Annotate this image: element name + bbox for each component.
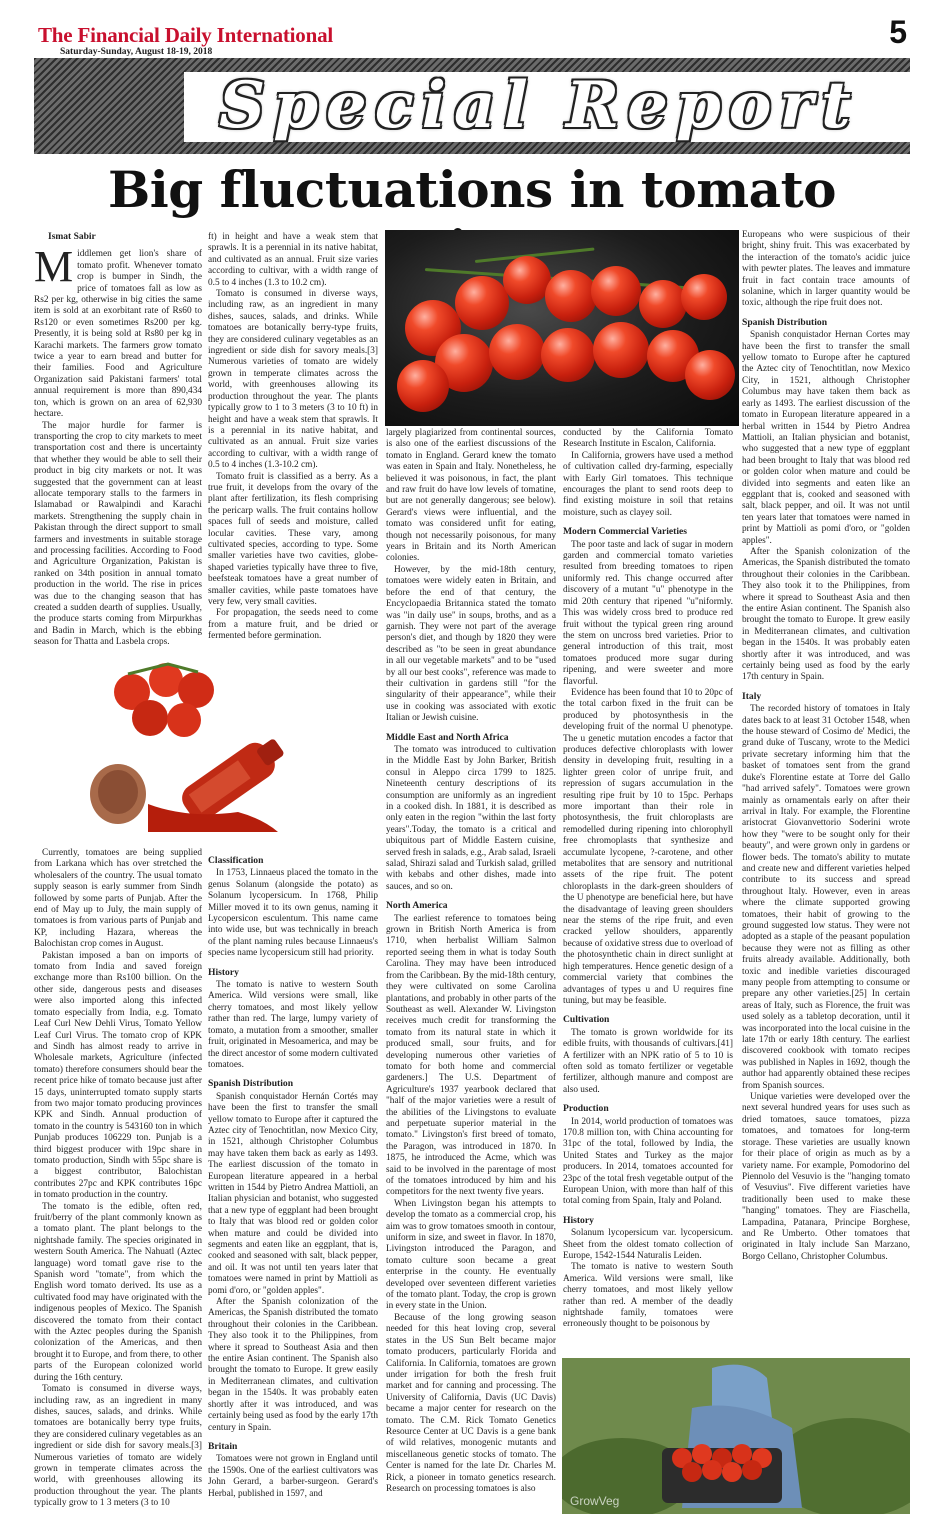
paragraph: Tomatoes were not grown in England until the 1590s. One of the earliest cultivators was John Gerard, a barber-surgeon. Gerard's Herbal, published in 1597, and [208, 1454, 378, 1499]
article-column-3 [386, 428, 556, 1518]
tomato [639, 280, 687, 328]
photo-watermark: GrowVeg [570, 1494, 620, 1508]
issue-date: Saturday-Sunday, August 18-19, 2018 [60, 47, 213, 57]
paragraph: ft) in height and have a weak stem that sprawls. It is a perennial in its native habitat, and cultivated as an annual. Fruit size varies according to cultivar, with a width range of 0.5 to 4 inches (1.3 to 10.2 cm). [208, 232, 378, 288]
paragraph: The tomato is the edible, often red, fruit/berry of the plant commonly known as a tomato plant. The plant belongs to the nightshade family. The species originated in western South America. The Nahuatl (Aztec language) word tomatl gave rise to the Spanish word "tomate", from which the English word tomato derived. Its use as a cultivated food may have originated with the indigenous peoples of Mexico. The Spanish discovered the tomato from their contact with the Aztec peoples during the Spanish colonization of the Americas, and then brought it to Europe, and from there, to other parts of the European colonized world during the 16th century. [34, 1201, 202, 1383]
section-heading: Production [563, 1103, 609, 1115]
tomato [503, 256, 551, 304]
tomato-harvest-photo [562, 1358, 910, 1514]
drop-cap: M [34, 242, 74, 292]
paragraph: Tomato fruit is classified as a berry. As a true fruit, it develops from the ovary of the plant after fertilization, its flesh comprising the pericarp walls. The fruit contains hollow spaces full of seeds and moisture, called locular cavities. These vary, among cultivated species, according to type. Some smaller varieties have two cavities, globe-shaped varieties typically have three to five, beefsteak tomatoes have a great number of smaller cavities, while paste tomatoes have very few, very small cavities. [208, 471, 378, 607]
article-column-1 [34, 232, 202, 652]
headline: Big fluctuations in tomato [107, 160, 837, 219]
paragraph: conducted by the California Tomato Research Institute in Escalon, California. [563, 428, 733, 450]
paragraph: The tomato was introduced to cultivation in the Middle East by John Barker, British consul in Aleppo circa 1799 to 1825. Nineteenth century descriptions of its consumption are uniformly as an ingredient in a cooked dish. In 1881, it is described as only eaten in the region "within the last forty years".Today, the tomato is a critical and ubiquitous part of Middle Eastern cuisine, served fresh in salads, e.g., Arab salad, Israeli salad, Shirazi salad and Turkish salad, grilled with kebabs and other dishes, made into sauces, and so on. [386, 744, 556, 892]
tomato [545, 270, 597, 322]
tomato-cluster [114, 663, 214, 737]
paragraph: iddlemen get lion's share of tomato profit. Whenever tomato crop is bumper in Sindh, the price of tomatoes fall as low as Rs2 per kg, otherwise in big cities the same item is sold at an exorbitant rate of Rs60 to Rs120 or even sometimes Rs200 per kg. Presently, it is being sold at Rs80 per kg in Karachi markets. The farmers grow tomato twice a year to earn bread and butter for their families. Food and Agriculture Organization said Pakistani farmers' total annual requirement is more than 890,434 ton, which is grown on an area of 62,930 hectare. [34, 249, 202, 420]
paragraph: Europeans who were suspicious of their bright, shiny fruit. This was exacerbated by the interaction of the tomato's acidic juice with pewter plates. The leaves and immature fruit in fact contain trace amounts of solanine, which in larger quantity would be toxic, although the ripe fruit does not. [742, 230, 910, 309]
tomato [681, 274, 727, 320]
paragraph: Pakistan imposed a ban on imports of tomato from India and saved foreign exchange more than Rs100 billion. On the other side, dangerous pests and diseases were also imported along this infected tomato especially from India, e.g. Tomato Leaf Curl New Dehli Virus, Tomato Yellow Leaf Curl Virus. The tomato crop of KPK and Sindh has almost ready to arrive in Wholesale markets, Agriculture (infected tomato) therefore consumers should bear the recent price hike of tomato because just after 15 days, uninterrupted tomato supply starts from two major tomato producing provinces KPK and Sindh. Annual production of tomato in the country is 543160 ton in which Punjab produces 106229 ton. Punjab is a third biggest producer with 19pc share in tomato production, Sindh with 55pc share is a biggest contributor, Balochistan contributes 27pc and KPK contributes 16pc in tomato production in the country. [34, 950, 202, 1201]
article-column-2 [208, 232, 378, 650]
banner-title: Special Report [219, 68, 859, 143]
paragraph: In 1753, Linnaeus placed the tomato in the genus Solanum (alongside the potato) as Solanum lycopersicum. In 1768, Philip Miller moved it to its own genus, naming it Lycopersicon esculentum. This name came into wide use, but was technically in breach of the plant naming rules because Linnaeus's species name lycopersicum still had priority. [208, 868, 378, 959]
paragraph: The recorded history of tomatoes in Italy dates back to at least 31 October 1548, when the house steward of Cosimo de' Medici, the grand duke of Tuscany, wrote to the Medici private secretary informing him that the basket of tomatoes sent from the grand duke's Florentine estate at Torre del Gallo "had arrived safely". Tomatoes were grown mainly as ornamentals early on after their arrival in Italy. For example, the Florentine aristocrat Giovanvettorio Soderini wrote how they "were to be sought only for their beauty", and were grown only in gardens or flower beds. The tomato's ability to mutate and create new and different varieties helped contribute to its success and spread throughout Italy. However, even in areas where the climate supported growing tomatoes, their habit of growing to the ground suggested low status. They were not adopted as a staple of the peasant population because they were not as filling as other fruits already available. Additionally, both toxic and inedible varieties discouraged many people from attempting to consume or prepare any other varieties.[25] In certain areas of Italy, such as Florence, the fruit was used solely as a tabletop decoration, until it was incorporated into the local cuisine in the late 17th or early 18th century. The earliest discovered cookbook with tomato recipes was published in Naples in 1692, though the author had apparently obtained these recipes from Spanish sources. [742, 704, 910, 1091]
spoon-bowl [98, 770, 138, 814]
paragraph: After the Spanish colonization of the Americas, the Spanish distributed the tomato throughout their colonies in the Caribbean. They also took it to the Philippines, from where it spread to Southeast Asia and then the entire Asian continent. The Spanish also brought the tomato to Europe. It grew easily in Mediterranean climates, and cultivation began in the 1540s. It was probably eaten shortly after it was introduced, and was certainly being used as food by the early 17th century in Spain. [208, 1297, 378, 1433]
tomato [489, 324, 545, 380]
section-heading: Italy [742, 690, 762, 702]
paragraph: The major hurdle for farmer is transporting the crop to city markets to meet transportation cost and there is uncertainty that whether they would be able to sell their product in big city markets or not. It was suggested that the government can at least allocate temporary stalls to the farmers in Islamabad or Rawalpindi and Karachi markets. Strengthening the supply chain in Pakistan through the direct support to small farmers and investments in suitable storage and processing facilities. According to Food and Agriculture Organization, Pakistan is ranked on 34th position in annual tomato production in the world. The rise in prices was due to the changing season that has created a sudden dearth of supplies. Usually, the produce starts coming from Mirpurkhas and Badin in March, which is the ebbing season for Thatta and Lasbela crops. [34, 420, 202, 648]
tomatoes-on-vine-photo [385, 230, 739, 426]
paragraph: The tomato is native to western South America. Wild versions were small, like cherry tomatoes, and most likely yellow rather than red. A member of the deadly nightshade family, tomatoes were erroneously thought to be poisonous by [563, 1262, 733, 1330]
paragraph: In 2014, world production of tomatoes was 170.8 million ton, with China accounting for 31pc of the total, followed by India, the United States and Turkey as the major producers. In 2014, tomatoes accounted for 23pc of the total fresh vegetable output of the European Union, with more than half of this total coming from Spain, Italy and Poland. [563, 1116, 733, 1207]
tomato [455, 276, 509, 330]
paragraph: Spanish conquistador Hernan Cortes may have been the first to transfer the small yellow tomato to Europe after he captured the Aztec city of Tenochtitlan, now Mexico City, in 1521, although Christopher Columbus may have taken them back as early as 1493. The earliest discussion of the tomato in European literature appeared in a herbal written in 1544 by Pietro Andrea Mattioli, an Italian physician and botanist, who suggested that a new type of eggplant had been brought to Italy that was blood red or golden color when mature and could be divided into segments and eaten like an eggplant that is, cooked and seasoned with salt, black pepper, and oil. It was not until ten years later that tomatoes were named in print by Mattioli as pomi d'oro, or "golden apples". [742, 330, 910, 546]
ketchup-bottle [177, 730, 291, 825]
harvest-illustration [562, 1358, 910, 1514]
section-heading: Middle East and North Africa [386, 731, 509, 743]
paragraph: When Livingston began his attempts to develop the tomato as a commercial crop, his aim was to grow tomatoes smooth in contour, uniform in size, and sweet in flavor. In 1870, Livingston introduced the Paragon, and tomato culture soon became a great enterprise in the county. He eventually developed over seventeen different varieties of the tomato plant. Today, the crop is grown in every state in the Union. [386, 1198, 556, 1312]
paragraph: largely plagiarized from continental sources, is also one of the earliest discussions of the tomato in England. Gerard knew the tomato was eaten in Spain and Italy. Nonetheless, he believed it was poisonous, in fact, the plant and raw fruit do have low levels of tomatine, but are not generally dangerous; see below). Gerard's views were influential, and the tomato was considered unfit for eating, though not necessarily poisonous, for many years in Britain and its North American colonies. [386, 428, 556, 564]
special-report-banner [34, 58, 910, 154]
paragraph: Tomato is consumed in diverse ways, including raw, as an ingredient in many dishes, sauces, salads, and drinks. While tomatoes are botanically berry type fruits, they are considered culinary vegetables as an ingredient or side dish for savory meals.[3] Numerous varieties of tomato are widely grown in temperate climates across the world, with greenhouses allowing its production throughout the year. The plants typically grow to 1 3 meters (3 to 10 [34, 1384, 202, 1509]
tomato [593, 322, 649, 378]
section-heading: History [208, 966, 239, 978]
paragraph: The tomato is grown worldwide for its edible fruits, with thousands of cultivars.[41] A fertilizer with an NPK ratio of 5 to 10 is often sold as tomato fertilizer or vegetable fertilizer, although manure and compost are also used. [563, 1027, 733, 1095]
article-column-1-continued [34, 848, 202, 1518]
paragraph: The earliest reference to tomatoes being grown in British North America is from 1710, when herbalist William Salmon reported seeing them in what is today South Carolina. They may have been introduced from the Caribbean. By the mid-18th century, they were cultivated on some Carolina plantations, and probably in other parts of the Southeast as well. Alexander W. Livingston receives much credit for transforming the tomato from its natural state in which it produced small, sour fruits, and for developing numerous other varieties of tomato for both home and commercial gardeners.] The U.S. Department of Agriculture's 1937 yearbook declared that "half of the major varieties were a result of the abilities of the Livingstons to evaluate and perpetuate superior material in the tomato." Livingston's first breed of tomato, the Paragon, was introduced in 1870. In 1875, he introduced the Acme, which was said to be involved in the parentage of most of the tomatoes introduced by him and his competitors for the next twenty five years. [386, 913, 556, 1198]
paragraph: Because of the long growing season needed for this heat loving crop, several states in the US Sun Belt became major tomato producers, particularly Florida and California. In California, tomatoes are grown under irrigation for both the fresh fruit market and for canning and processing. The University of California, Davis (UC Davis) became a major center for research on the tomato. The C.M. Rick Tomato Genetics Resource Center at UC Davis is a gene bank of wild relatives, monogenic mutants and miscellaneous genetic stocks of tomato. The Center is named for the late Dr. Charles M. Rick, a pioneer in tomato genetics research. Research on processing tomatoes is also [386, 1312, 556, 1494]
section-heading: Classification [208, 855, 264, 866]
masthead [38, 24, 438, 59]
article-column-4 [563, 428, 733, 1353]
ketchup-tomato-photo [88, 654, 298, 840]
paragraph: For propagation, the seeds need to come from a mature fruit, and be dried or fermented before germination. [208, 608, 378, 642]
section-heading: Britain [208, 1440, 238, 1452]
section-heading: Spanish Distribution [742, 316, 828, 328]
paragraph: The poor taste and lack of sugar in modern garden and commercial tomato varieties resulted from breeding tomatoes to ripen uniformly red. This change occurred after discovery of a mutant "u" phenotype in the mid 20th century that ripened "u"niformly. This was widely cross bred to produce red fruit without the typical green ring around the stem on uncross bred varieties. Prior to general introduction of this trait, most tomatoes produced more sugar during ripening, and were sweeter and more flavorful. [563, 539, 733, 687]
paragraph: In California, growers have used a method of cultivation called dry-farming, especially with Early Girl tomatoes. This technique encourages the plant to send roots deep to find existing moisture in soil that retains moisture, such as clayey soil. [563, 450, 733, 518]
paragraph: After the Spanish colonization of the Americas, the Spanish distributed the tomato throughout their colonies in the Caribbean. They also took it to the Philippines, from where it spread to Southeast Asia and then the entire Asian continent. The Spanish also brought the tomato to Europe. It grew easily in Mediterranean climates, and cultivation began in the 1540s. It was probably eaten shortly after it was introduced, and was certainly being used as food by the early 17th century in Spain. [742, 546, 910, 683]
section-heading: Spanish Distribution [208, 1078, 294, 1090]
section-heading: History [563, 1214, 594, 1226]
paragraph: Spanish conquistador Hernán Cortés may have been the first to transfer the small yellow tomato to Europe after it captured the Aztec city of Tenochtitlan, now Mexico City, in 1521, although Christopher Columbus may have taken them back as early as 1493. The earliest discussion of the tomato in European literature appeared in a herbal written in 1544 by Pietro Andrea Mattioli, an Italian physician and botanist, who suggested that a new type of eggplant had been brought to Italy that was blood red or golden color when mature and could be divided into segments and eaten like an eggplant, that is, cooked and seasoned with salt, black pepper, and oil. It was not until ten years later that tomatoes were named in print by Mattioli as pomi d'oro, or "golden apples". [208, 1091, 378, 1296]
section-heading: North America [386, 900, 448, 912]
ketchup-illustration [88, 654, 298, 840]
paper-name: The Financial Daily International [38, 23, 334, 47]
byline: Ismat Sabir [48, 232, 96, 242]
page-number: 5 [889, 14, 907, 50]
section-heading: Cultivation [563, 1014, 610, 1026]
paragraph: The tomato is native to western South America. Wild versions were small, like cherry tomatoes, and most likely yellow rather than red. The large, lumpy variety of tomato, a mutation from a smoother, smaller fruit, originated in Mesoamerica, and may be the direct ancestor of some modern cultivated tomatoes. [208, 980, 378, 1070]
paragraph: Tomato is consumed in diverse ways, including raw, as an ingredient in many dishes, sauces, salads, and drinks. While tomatoes are botanically berry-type fruits, they are considered culinary vegetables as an ingredient or side dish for savory meals.[3] Numerous varieties of tomato are widely grown in temperate climates across the world, with greenhouses allowing its production throughout the year. The plants typically grow to 1 to 3 meters (3 to 10 ft) in height and have a weak stem that sprawls. It is a perennial in its native habitat, and cultivated as an annual. Fruit size varies according to cultivar, with a width range of 0.5 to 4 inches (1.3-10.2 cm). [208, 289, 378, 471]
paragraph: Evidence has been found that 10 to 20pc of the total carbon fixed in the fruit can be produced by photosynthesis in the developing fruit of the normal U phenotype. The u genetic mutation encodes a factor that produces defective chloroplasts with lower density in developing fruit, resulting in a lighter green color of unripe fruit, and repression of sugars accumulation in the resulting ripe fruit by 10 to 15pc. Perhaps more important than their role in photosynthesis, the fruit chloroplasts are remodelled during ripening into chlorophyll free chromoplasts that synthesize and accumulate lycopene, ?-carotene, and other metabolites that are sensory and nutritional assets of the ripe fruit. The potent chloroplasts in the dark-green shoulders of the U phenotype are beneficial here, but have the disadvantage of leaving green shoulders near the stems of the ripe fruit, and even cracked yellow shoulders, apparently because of oxidative stress due to overload of the photosynthetic chain in direct sunlight at high temperatures. Hence genetic design of a commercial variety that combines the advantages of types u and U requires fine tuning, but may be feasible. [563, 687, 733, 1006]
section-heading: Modern Commercial Varieties [563, 526, 687, 538]
paragraph: However, by the mid-18th century, tomatoes were widely eaten in Britain, and before the end of that century, the Encyclopaedia Britannica stated the tomato was "in daily use" in soups, broths, and as a garnish. They were not part of the average person's diet, and though by 1820 they were described as "to be seen in great abundance in all our vegetable markets" and to be "used by all our best cooks", reference was made to their cultivation in gardens still "for the singularity of their appearance", while their use in cooking was associated with exotic Italian or Jewish cuisine. [386, 564, 556, 724]
tomato [541, 328, 595, 382]
article-column-2-continued [208, 848, 378, 1518]
tomato [685, 350, 735, 400]
article-column-5 [742, 230, 910, 1354]
paragraph: Currently, tomatoes are being supplied from Larkana which has over stretched the wholesalers of the country. The usual tomato supply season is early summer from Sindh followed by some parts of Punjab. After the end of May up to July, the main supply of tomatoes is from various parts of Punjab and KP, including Hazara, whereas the Balochistan crop comes in August. [34, 848, 202, 950]
paragraph: Solanum lycopersicum var. lycopersicum. Sheet from the oldest tomato collection of Europe, 1542-1544 Naturalis Leiden. [563, 1228, 733, 1262]
paragraph: Unique varieties were developed over the next several hundred years for uses such as dried tomatoes, sauce tomatoes, pizza tomatoes, and tomatoes for long-term storage. These varieties are usually known for their place of origin as much as by a variety name. For example, Pomodorino del Piennolo del Vesuvio is the "hanging tomato of Vesuvius". Five different varieties have traditionally been used to make these "hanging" tomatoes. They are Fiaschella, Lampadina, Patanara, Principe Borghese, and Re Umberto. Other tomatoes that originated in Italy include San Marzano, Borgo Cellano, Christopher Columbus. [742, 1092, 910, 1262]
tomato [591, 266, 641, 316]
tomato [397, 360, 449, 412]
